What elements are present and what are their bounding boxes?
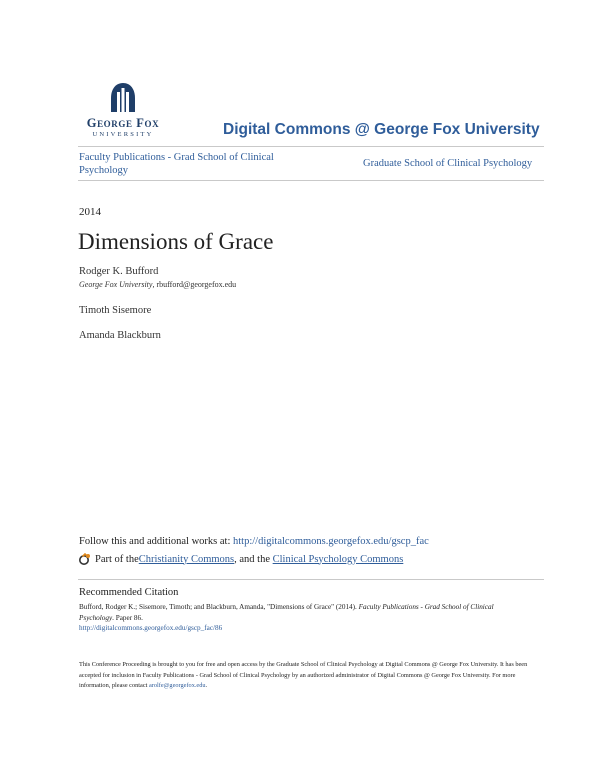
affiliation-email: , rbufford@georgefox.edu [152,280,237,289]
logo-name: George Fox [86,116,160,130]
citation-text [79,602,524,634]
logo-sub: UNIVERSITY [92,131,154,138]
citation-tail: . Paper 86. [112,613,143,622]
open-access-icon [79,553,91,565]
citation-plain: Bufford, Rodger K.; Sisemore, Timoth; and Blackburn, Amanda, "Dimensions of Grace" (2014). [79,603,359,611]
document-title: Dimensions of Grace [78,229,274,254]
citation-divider [78,579,544,580]
christianity-commons-link[interactable]: Christianity Commons [138,553,235,565]
citation-url-link[interactable]: http://digitalcommons.georgefox.edu/gscp_fac/86 [79,624,223,632]
part-of-line [79,553,403,565]
clinical-psychology-commons-link[interactable]: Clinical Psychology Commons [272,553,404,565]
author-name: Rodger K. Bufford [79,266,159,277]
collection-link-school[interactable]: Graduate School of Clinical Psychology [363,158,533,169]
collection-link-faculty[interactable]: Faculty Publications - Grad School of Clinical Psychology [79,152,274,176]
publication-year: 2014 [79,206,101,218]
tower-icon [108,82,138,114]
part-of-middle: , and the [234,553,273,565]
follow-line [79,536,429,547]
contact-email-link[interactable]: arolfe@georgefox.edu [148,682,206,689]
citation-series: Faculty Publications - Grad School of Clinical Psychology [79,603,494,622]
header-divider [78,146,544,147]
access-notice [79,660,531,692]
repository-title-link[interactable]: Digital Commons @ George Fox University [223,121,540,138]
part-of-prefix: Part of the [95,553,139,565]
notice-text: This Conference Proceeding is brought to you for free and open access by the Graduate School of Clinical Psychology at Digital Commons @ George Fox University. It has been accepted for inclusion in Faculty Publications - Grad School of Clinical Psychology by an authorized administrator of Digital Commons @ George Fox University. For more information, please contact [79,661,528,689]
university-logo [78,82,168,138]
follow-text: Follow this and additional works at: [79,536,233,547]
recommended-citation-heading: Recommended Citation [79,587,179,598]
collection-divider [78,180,544,181]
affiliation-institution: George Fox University [79,280,153,289]
author-name: Timoth Sisemore [79,305,152,316]
follow-url-link[interactable]: http://digitalcommons.georgefox.edu/gscp_fac [233,536,429,547]
author-name: Amanda Blackburn [79,330,161,341]
author-affiliation [79,280,236,289]
notice-end: . [205,682,208,689]
